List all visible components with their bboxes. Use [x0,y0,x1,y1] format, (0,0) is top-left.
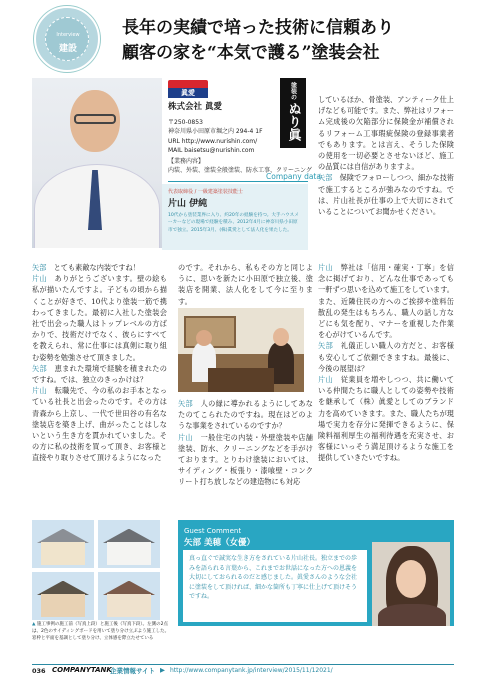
company-postal: 〒250-0853 [168,119,203,126]
paragraph: 矢部 礼儀正しい職人の方だと、お客様も安心してご依頼できますね。最後に、今後の展望は？ [318,341,454,373]
representative-box [162,184,308,250]
house-photo-before-1 [32,520,94,568]
company-name: 株式会社 眞愛 [168,102,222,112]
paragraph: 片山 一般住宅の内装・外壁塗装や店舗塗装、防水、クリーニングなどを手がけております。とりわけ塗装においては、サイディング・板張り・漆喰壁・コンクリート打ち放しなどの建造物にも対応 [178,432,313,487]
vertical-brand-logo [280,78,306,148]
paragraph: 片山 弊社は「信用・確実・丁寧」を信念に掲げており、どんな仕事であっても一軒ずつ思いを込めて施工をしています。また、近隣住民の方へのご挨拶や塗料缶散乱の発生はもちろん、職人の話し方などにも気を配り、マナーを重視した作業を心がけているんです。 [318,263,454,340]
headline-line-2: 顧客の家を“本気で護る”塗装会社 [122,43,380,63]
guest-label: Guest Comment [184,527,242,535]
company-logo-icon [168,80,208,98]
business-label: 【業務内容】 [168,158,205,166]
interview-photo [178,308,304,392]
seal-top-text: Interview [56,32,80,38]
photo-glasses [74,114,116,124]
interview-seal [34,6,100,72]
company-mail[interactable]: MAIL baisetsu@nurishin.com [168,146,255,154]
arrow-right-icon: ▶ [160,666,165,674]
article-column-1 [32,262,167,464]
paragraph: 片山 転職先で、今の私のお手本となっている社長と出会ったのです。その方は青森から上京し、一代で世田谷の有名な塗装店を築き上げ、曲がったことはしないという生き方を貫かれていました。その方に私の技術を買って頂き、お客様と直接やり取りさせて頂けるようになった [32,386,167,463]
guest-comment-box [178,520,454,626]
house-photo-after-2 [98,572,160,620]
footer-site-label: 企業情報サイト [110,667,156,675]
company-url[interactable]: URL http://www.nurishin.com/ [168,137,258,145]
paragraph: 片山 従業員を増やしつつ、共に働いている仲間たちに職人としての姿勢や技術を継承して（株）眞愛としてのブランド力を高めていきます。また、職人たちが現場で実力を存分に発揮できるように、保険料福利厚生の福利待遇を充実させ、お客様にいっそう満足頂けるような施工を提供していきたいですね。 [318,375,454,463]
footer-brand: COMPANYTANK [52,666,112,674]
page-number: 036 [32,667,46,675]
paragraph: 矢部 恵まれた環境で経験を積まれたのですね。では、独立のきっかけは？ [32,363,167,385]
house-photo-before-2 [98,520,160,568]
seal-ring [45,17,89,61]
footer-url-link[interactable]: http://www.companytank.jp/interview/2015/11/12021/ [170,667,333,674]
article-column-right [318,262,454,464]
company-data-divider [168,181,308,182]
headline-line-1: 長年の実績で培った技術に信頼あり [122,18,394,38]
paragraph: 矢部 人の縁に導かれるようにしてあなたのてこられたのですね。現在はどのような事業をされているのですか？ [178,399,313,431]
house-photo-after-1 [32,572,94,620]
company-logo-text: 眞愛 [168,88,208,98]
caption-triangle-icon: ▲ [32,622,36,627]
guest-comment: 真っ直ぐで誠実な生き方をされている片山社長。独立までの歩みを語られる言葉から、これまでお世話になった方への恩義を大切にしておられるのだと感じました。眞愛さんのような会社に塗装をして頂ければ、細かな箇所も丁寧に仕上げて頂けそうですね。 [183,550,367,622]
company-address: 神奈川県小田原市堀之内 294-4 1F [168,128,263,136]
article-column-2b [178,398,313,488]
business-description: 内装、外装、塗装全般塗装、防水工事、クリーニング [168,167,312,175]
article-column-2 [178,262,313,307]
vertical-logo-small: 塗装の [289,82,297,100]
guest-name: 矢部 美穂（女優） [184,538,255,548]
seal-main-text: 建設 [58,44,77,54]
paragraph: 片山 ありがとうございます。壁の絵も私が描いたんですよ。子どもの頃から描くことが好きで、10代より塗装一筋で携わってきました。最初に入社した塗装会社で出会った職人はトップレベルの方ばかりで、技術だけでなく、彼らにすべてを教えられ、常に仕事には真剣に取り組む姿勢を勉強させて頂きました。 [32,274,167,362]
president-photo [32,78,162,248]
house-photos-caption: ▲ 施工事例の施工前（写真上段）と施工後（写真下段）。左側の2点は、2色のサイディングボードを用いて塗り分け立ぶよう施工した。窓枠と平面を基調として塗り分け、立体感を際立たせている [32,622,170,641]
paragraph: しているほか、骨塗装、アンティーク仕上げなども可能です。また、弊社はリフォーム完成後の欠陥部分に保険金が補償されるリフォーム工事瑕疵保険の登録事業者でもあります。とは言え、そうした保険の使用を一切必要とさせないほど、施工の品質には自信がありますよ。 [318,95,454,172]
representative-bio: 10代から塗装業界に入り、約20年の経験を持つ。大手ハウスメーカーなどの現場で経験を積み、2012年4月に神奈川県小田原市で独立。2015年3月、(株)眞愛として法人化を果たした。 [168,213,299,233]
paragraph: 矢部 保険でフォローしつつ、細かな技術で施工するところが強みなのですね。では、片山社長が仕事の上で大切にされていることについてお聞かせください。 [318,173,454,217]
representative-role: 代表取締役 / 一級建築塗装技能士 [168,189,243,195]
guest-photo [372,542,450,626]
representative-name: 片山 伊純 [168,199,208,209]
house-photos [32,520,162,620]
paragraph: のです。それから、私もその方と同じように、思いを新たに小田原で独立後、塗装店を開業、法人化をして今に至ります。 [178,263,313,306]
page-footer [32,664,462,678]
vertical-logo-big: ぬり眞 [285,102,301,141]
paragraph: 矢部 とても素敵な内装ですね！ [32,263,140,272]
company-data-label: Company data [266,172,321,181]
footer-divider [32,664,454,665]
headline [122,16,462,66]
article-column-right-top [318,94,454,217]
